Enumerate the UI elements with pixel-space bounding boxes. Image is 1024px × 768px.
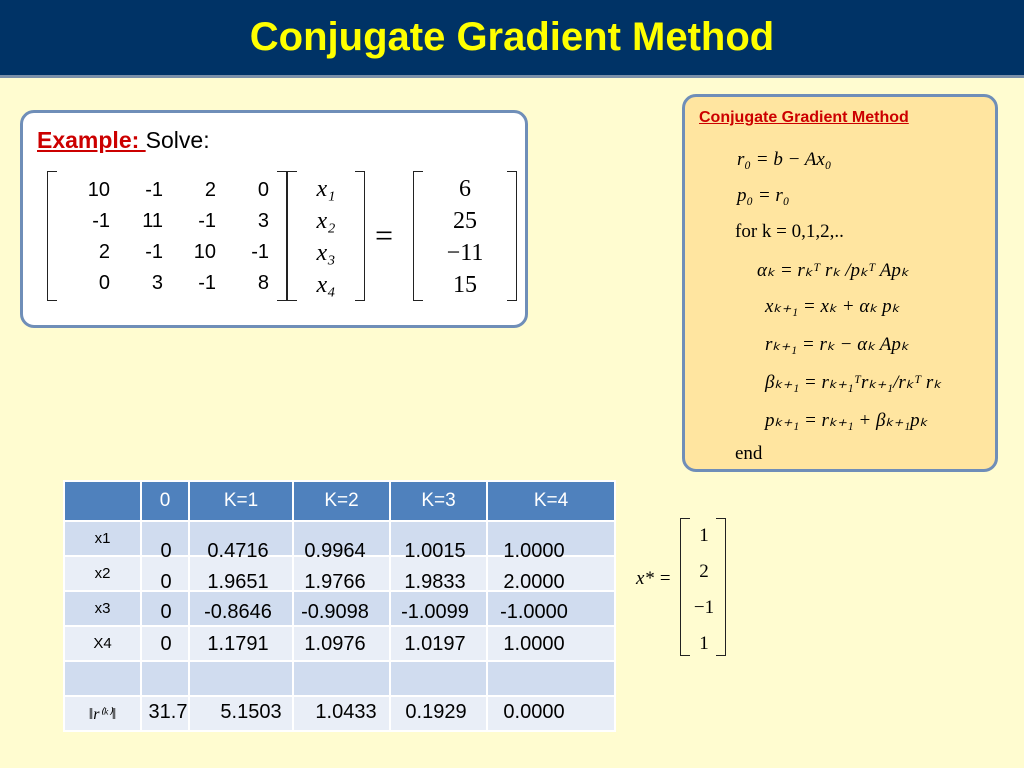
equals-sign: = [375,217,394,253]
algorithm-line: rₖ₊₁ = rₖ − αₖ Apₖ [765,334,909,355]
algorithm-line: p₀ = r₀ [737,185,790,206]
rhs-entry: 6 [459,176,471,202]
algorithm-line: xₖ₊₁ = xₖ + αₖ pₖ [765,296,900,317]
table-cell: -0.9098 [301,601,369,623]
table-cell: 1.0000 [503,540,565,562]
solution-entry: 1 [699,633,709,654]
table-cell: -1.0099 [401,601,469,623]
table-row [64,661,615,696]
solution-entry: 2 [699,561,709,582]
table-cell: 1.0000 [503,633,565,655]
column-header: K=4 [487,481,615,521]
table-cell: 1.0015 [404,540,466,562]
table-cell: 0.0000 [503,701,565,723]
example-panel [20,110,528,328]
table-cell: -0.8646 [204,601,272,623]
algorithm-line: βₖ₊₁ = rₖ₊₁ᵀrₖ₊₁/rₖᵀ rₖ [765,372,942,393]
algorithm-line: r₀ = b − Ax₀ [737,149,832,170]
page-title: Conjugate Gradient Method [249,15,775,59]
values-row-x1 [140,540,620,563]
unknown-entry: x₁ [316,176,336,202]
example-text: Solve: [145,127,210,153]
column-header [64,481,141,521]
values-row-x2 [140,571,620,594]
table-cell: 0 [160,601,172,623]
residual-label: ‖r⁽ᵏ⁾‖ [64,696,141,731]
table-cell: -1.0000 [500,601,568,623]
algorithm-line: for k = 0,1,2,.. [735,221,844,242]
solution-vector [636,512,736,654]
matrix-row: 0 3 -1 8 [98,272,269,294]
unknown-vector [287,171,365,301]
values-row-residual [140,701,620,724]
table-cell: 1.1791 [207,633,269,655]
matrix-row: 2 -1 10 -1 [98,241,269,263]
table-cell: 1.0197 [404,633,466,655]
row-label: x3 [64,591,141,626]
table-header-row [64,481,615,521]
table-cell: 0 [160,540,172,562]
column-header: K=1 [189,481,293,521]
table-cell: 0 [160,633,172,655]
table-cell: 31.7 [148,701,188,723]
table-cell: 2.0000 [503,571,565,593]
table-cell: 5.1503 [220,701,282,723]
table-cell: 0.1929 [405,701,467,723]
rhs-entry: 15 [453,272,477,298]
algorithm-title: Conjugate Gradient Method [699,109,909,126]
rhs-entry: 25 [453,208,477,234]
solution-label: x* = [636,568,672,589]
column-header: K=2 [293,481,390,521]
algorithm-panel [682,94,998,472]
solution-entry: 1 [699,525,709,546]
row-label: X4 [64,626,141,661]
example-heading [37,127,210,154]
table-cell: 1.9651 [207,571,269,593]
rhs-vector [413,171,517,301]
algorithm-line: pₖ₊₁ = rₖ₊₁ + βₖ₊₁pₖ [765,410,928,431]
row-label: x2 [64,556,141,591]
algorithm-line: end [735,443,763,464]
table-cell: 0.9964 [304,540,366,562]
unknown-entry: x₂ [316,208,336,234]
example-keyword: Example: [37,127,146,153]
table-cell: 1.0433 [315,701,377,723]
values-row-x3 [140,601,620,624]
coefficient-matrix [47,171,287,301]
table-cell: 1.9833 [404,571,466,593]
column-header: 0 [141,481,189,521]
rhs-entry: −11 [446,240,484,266]
title-bar [0,0,1024,78]
column-header: K=3 [390,481,487,521]
table-cell: 0.4716 [207,540,269,562]
solution-entry: −1 [693,597,715,618]
unknown-entry: x₃ [316,240,336,266]
row-label: x1 [64,521,141,556]
table-cell: 0 [160,571,172,593]
values-row-x4 [140,633,620,656]
table-cell: 1.0976 [304,633,366,655]
matrix-row: -1 11 -1 3 [92,210,269,232]
table-cell: 1.9766 [304,571,366,593]
unknown-entry: x₄ [316,272,336,298]
algorithm-line: αₖ = rₖᵀ rₖ /pₖᵀ Apₖ [757,260,909,281]
matrix-row: 10 -1 2 0 [87,179,269,201]
